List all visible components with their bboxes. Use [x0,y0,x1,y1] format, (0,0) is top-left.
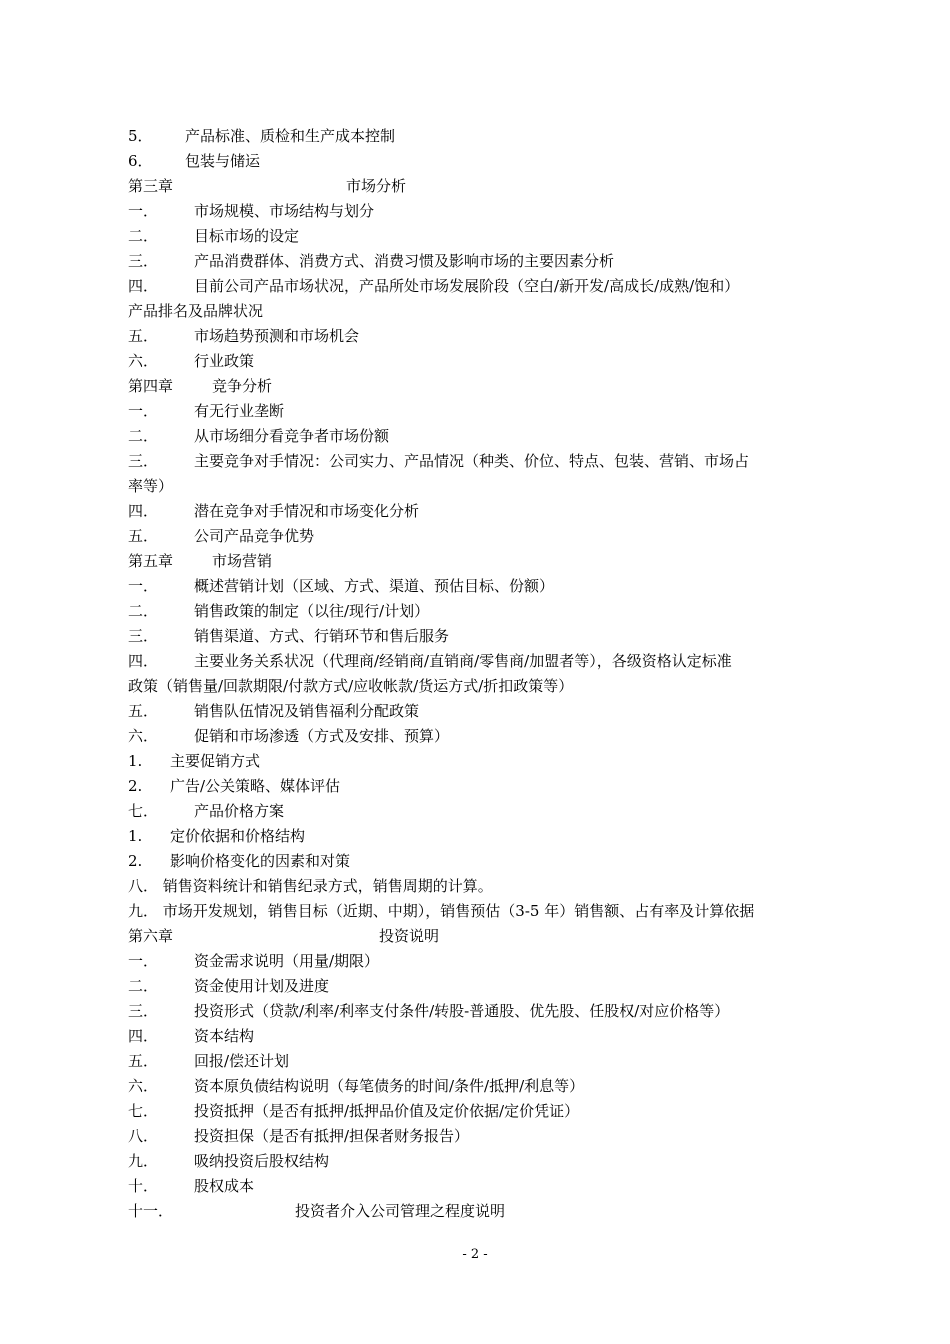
subitem-text: 主要促销方式 [170,752,261,770]
item-text: 促销和市场渗透（方式及安排、预算） [194,727,450,745]
chapter-title: 竞争分析 [212,377,273,395]
item-number: 5． [128,127,153,145]
item-number: 三． [128,1002,159,1020]
item-text: 目标市场的设定 [194,227,300,245]
outline-item [128,449,838,474]
outline-item [128,224,838,249]
item-number: 十一． [128,1202,174,1220]
item-number: 6． [128,152,153,170]
outline-item [128,399,838,424]
item-number: 五． [128,327,159,345]
item-text: 产品消费群体、消费方式、消费习惯及影响市场的主要因素分析 [194,252,615,270]
item-text: 目前公司产品市场状况，产品所处市场发展阶段（空白/新开发/高成长/成熟/饱和） [194,277,740,295]
item-number: 三． [128,452,159,470]
item-text: 回报/偿还计划 [194,1052,290,1070]
item-text: 股权成本 [194,1177,255,1195]
chapter-heading [128,924,838,949]
outline-item [128,1174,838,1199]
outline-item [128,1124,838,1149]
chapter-heading [128,174,838,199]
item-text: 主要竞争对手情况：公司实力、产品情况（种类、价位、特点、包装、营销、市场占 [194,452,750,470]
continuation-text: 政策（销售量/回款期限/付款方式/应收帐款/货运方式/折扣政策等） [128,677,574,695]
item-text: 包装与储运 [185,152,261,170]
item-text: 行业政策 [194,352,255,370]
item-number: 十． [128,1177,159,1195]
item-number: 五． [128,527,159,545]
outline-item [128,574,838,599]
item-number: 四． [128,502,159,520]
outline-item [128,149,838,174]
item-number: 二． [128,602,159,620]
item-text: 市场规模、市场结构与划分 [194,202,375,220]
item-text: 潜在竞争对手情况和市场变化分析 [194,502,420,520]
outline-item [128,199,838,224]
chapter-number: 第四章 [128,377,174,395]
item-text: 投资者介入公司管理之程度说明 [295,1202,506,1220]
item-text: 公司产品竞争优势 [194,527,315,545]
subitem-number: 1. [128,752,143,770]
outline-item [128,1149,838,1174]
outline-item [128,324,838,349]
item-number: 五． [128,1052,159,1070]
outline-item [128,799,838,824]
item-number: 三． [128,627,159,645]
chapter-number: 第五章 [128,552,174,570]
chapter-title: 投资说明 [379,927,440,945]
item-text: 投资担保（是否有抵押/担保者财务报告） [194,1127,470,1145]
outline-subitem [128,849,838,874]
outline-item [128,699,838,724]
item-number: 二． [128,427,159,445]
outline-continuation [128,299,838,324]
item-number: 一． [128,577,159,595]
subitem-number: 2. [128,777,143,795]
item-number: 六． [128,352,159,370]
chapter-heading [128,374,838,399]
item-number: 四． [128,652,159,670]
subitem-text: 广告/公关策略、媒体评估 [170,777,341,795]
outline-item [128,899,838,924]
item-number: 二． [128,977,159,995]
subitem-number: 1. [128,827,143,845]
outline-item [128,974,838,999]
outline-item [128,124,838,149]
outline-item [128,874,838,899]
item-text: 销售渠道、方式、行销环节和售后服务 [194,627,450,645]
item-number: 一． [128,952,159,970]
outline-item [128,424,838,449]
item-number: 二． [128,227,159,245]
item-text: 八． 销售资料统计和销售纪录方式，销售周期的计算。 [128,877,493,895]
continuation-text: 产品排名及品牌状况 [128,302,264,320]
item-text: 资本原负债结构说明（每笔债务的时间/条件/抵押/利息等） [194,1077,585,1095]
subitem-text: 影响价格变化的因素和对策 [170,852,351,870]
item-text: 从市场细分看竞争者市场份额 [194,427,390,445]
outline-subitem [128,749,838,774]
item-text: 概述营销计划（区域、方式、渠道、预估目标、份额） [194,577,555,595]
outline-item [128,349,838,374]
outline-item [128,949,838,974]
outline-subitem [128,824,838,849]
chapter-number: 第三章 [128,177,174,195]
item-number: 一． [128,402,159,420]
item-text: 资金需求说明（用量/期限） [194,952,380,970]
outline-item [128,599,838,624]
subitem-text: 定价依据和价格结构 [170,827,306,845]
continuation-text: 率等） [128,477,174,495]
outline-item [128,624,838,649]
item-text: 主要业务关系状况（代理商/经销商/直销商/零售商/加盟者等），各级资格认定标准 [194,652,732,670]
item-text: 产品价格方案 [194,802,285,820]
item-text: 九． 市场开发规划，销售目标（近期、中期），销售预估（3-5 年）销售额、占有率及计算依据 [128,902,755,920]
item-number: 九． [128,1152,159,1170]
item-number: 四． [128,1027,159,1045]
item-text: 吸纳投资后股权结构 [194,1152,330,1170]
chapter-title: 市场分析 [346,177,407,195]
item-text: 投资抵押（是否有抵押/抵押品价值及定价依据/定价凭证） [194,1102,580,1120]
item-text: 资本结构 [194,1027,255,1045]
item-number: 一． [128,202,159,220]
chapter-number: 第六章 [128,927,174,945]
outline-item [128,524,838,549]
item-text: 投资形式（贷款/利率/利率支付条件/转股-普通股、优先股、任股权/对应价格等） [194,1002,730,1020]
outline-item [128,649,838,674]
chapter-title: 市场营销 [212,552,273,570]
outline-item [128,1074,838,1099]
item-number: 七． [128,802,159,820]
outline-list [128,124,838,1224]
item-text: 有无行业垄断 [194,402,285,420]
chapter-heading [128,549,838,574]
outline-subitem [128,774,838,799]
item-number: 四． [128,277,159,295]
outline-item [128,1199,838,1224]
subitem-number: 2. [128,852,143,870]
item-number: 七． [128,1102,159,1120]
outline-item [128,1024,838,1049]
item-number: 三． [128,252,159,270]
outline-item [128,249,838,274]
outline-item [128,1049,838,1074]
outline-item [128,274,838,299]
item-number: 六． [128,727,159,745]
item-text: 产品标准、质检和生产成本控制 [185,127,396,145]
item-text: 销售政策的制定（以往/现行/计划） [194,602,430,620]
outline-continuation [128,674,838,699]
item-number: 五． [128,702,159,720]
item-text: 销售队伍情况及销售福利分配政策 [194,702,420,720]
outline-item [128,1099,838,1124]
outline-item [128,499,838,524]
item-number: 六． [128,1077,159,1095]
item-number: 八． [128,1127,159,1145]
outline-item [128,724,838,749]
item-text: 市场趋势预测和市场机会 [194,327,360,345]
page-number: - 2 - [462,1247,488,1262]
outline-item [128,999,838,1024]
item-text: 资金使用计划及进度 [194,977,330,995]
outline-continuation [128,474,838,499]
